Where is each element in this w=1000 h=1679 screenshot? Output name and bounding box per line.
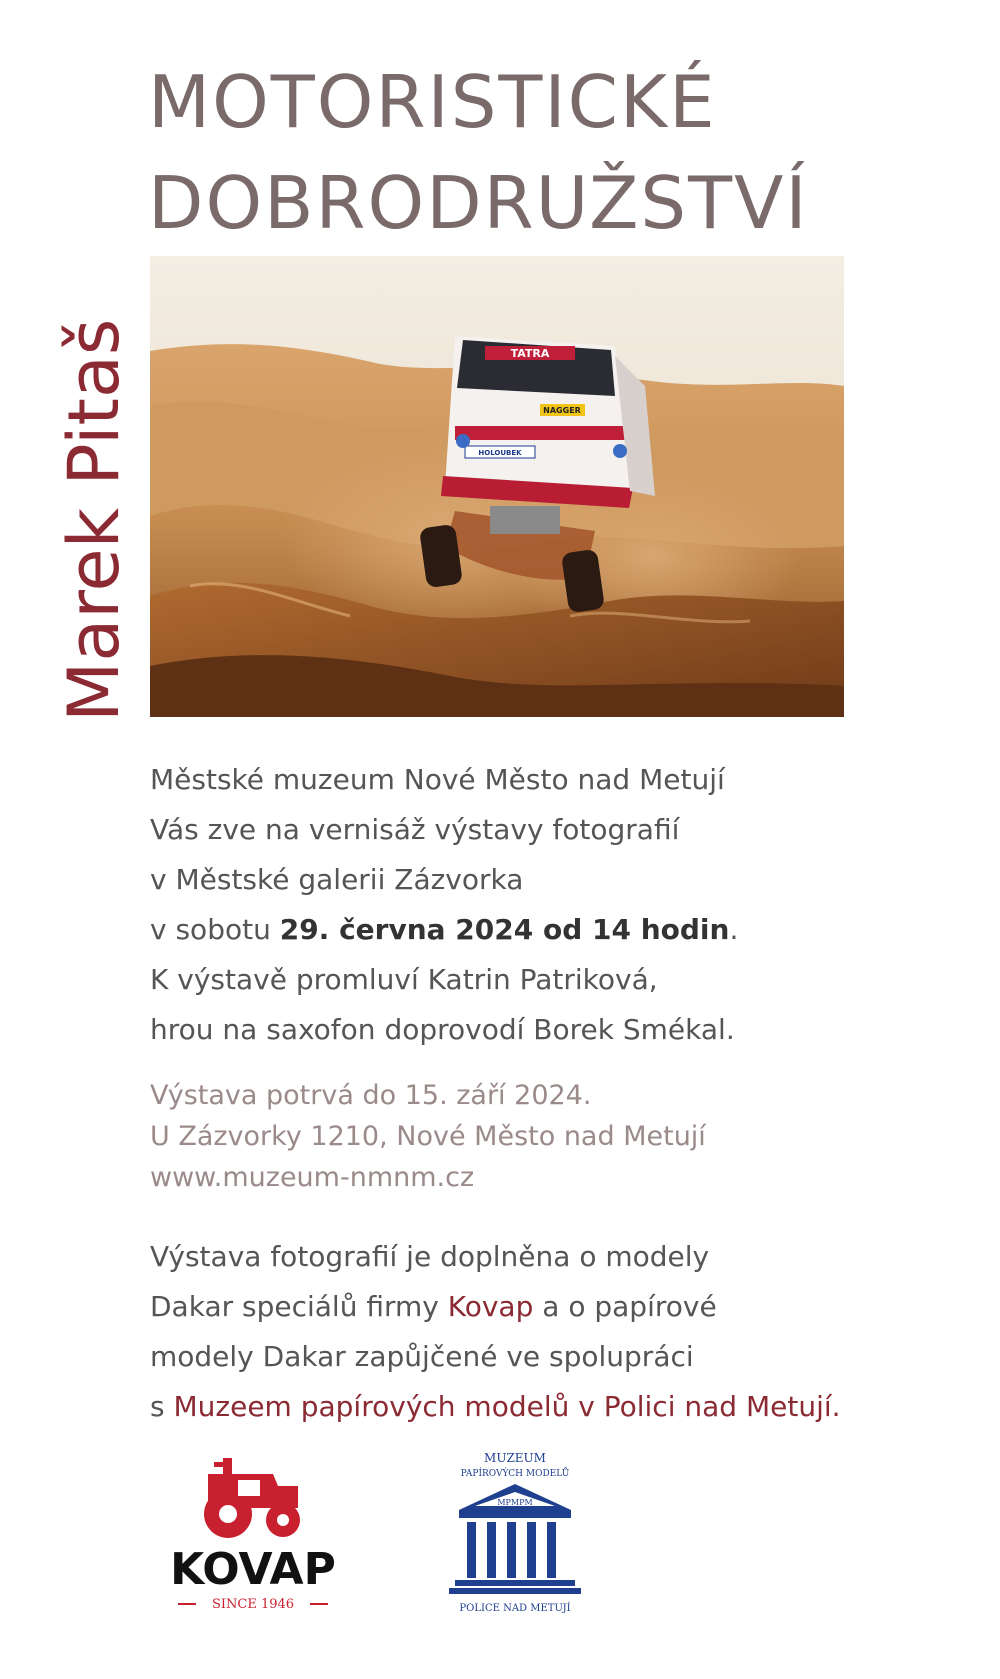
- title-line-1: MOTORISTICKÉ: [148, 60, 717, 144]
- line-prefix: Dakar speciálů firmy: [150, 1290, 448, 1323]
- museum-logo-title: MUZEUM: [484, 1451, 546, 1465]
- line-suffix: a o papírové: [533, 1290, 717, 1323]
- invitation-line: Městské muzeum Nové Město nad Metují: [150, 763, 725, 796]
- invitation-date-line: [150, 905, 738, 955]
- line-prefix: s: [150, 1390, 174, 1423]
- invitation-text: [150, 755, 738, 1055]
- supplementary-line: [150, 1282, 841, 1332]
- museum-logo-subtitle: PAPÍROVÝCH MODELŮ: [460, 1469, 570, 1479]
- truck-tag-label: NAGGER: [543, 406, 581, 415]
- paper-models-museum-link[interactable]: Muzeem papírových modelů v Polici nad Metují.: [173, 1390, 841, 1423]
- exhibition-duration: Výstava potrvá do 15. září 2024.: [150, 1080, 592, 1111]
- invitation-line: hrou na saxofon doprovodí Borek Smékal.: [150, 1013, 735, 1046]
- date-suffix: .: [729, 913, 739, 946]
- supplementary-line: [150, 1382, 841, 1432]
- museum-website[interactable]: www.muzeum-nmnm.cz: [150, 1162, 475, 1193]
- tractor-icon: [204, 1458, 300, 1538]
- exhibition-info: [150, 1075, 706, 1198]
- kovap-link[interactable]: Kovap: [447, 1290, 534, 1323]
- exhibition-address: U Zázvorky 1210, Nové Město nad Metují: [150, 1121, 706, 1152]
- title-line-2: DOBRODRUŽSTVÍ: [148, 161, 809, 245]
- kovap-wordmark: KOVAP: [170, 1544, 336, 1595]
- invitation-line: K výstavě promluví Katrin Patriková,: [150, 963, 658, 996]
- truck-brand-label: TATRA: [510, 347, 550, 360]
- supplementary-text: [150, 1232, 841, 1432]
- supplementary-line: Výstava fotografií je doplněna o modely: [150, 1240, 710, 1273]
- paper-models-museum-logo: [445, 1448, 585, 1616]
- invitation-line: Vás zve na vernisáž výstavy fotografií: [150, 813, 680, 846]
- truck-sponsor-label: HOLOUBEK: [478, 449, 522, 457]
- kovap-tagline: SINCE 1946: [211, 1597, 295, 1611]
- exhibition-title: [148, 52, 809, 254]
- author-name: Marek Pitaš: [53, 318, 135, 722]
- invitation-line: v Městské galerii Zázvorka: [150, 863, 524, 896]
- museum-monogram: MPMPM: [497, 1498, 533, 1507]
- date-prefix: v sobotu: [150, 913, 280, 946]
- opening-date: 29. června 2024 od 14 hodin: [279, 913, 730, 946]
- supplementary-line: modely Dakar zapůjčené ve spolupráci: [150, 1340, 694, 1373]
- dakar-truck-photo: [150, 256, 844, 717]
- museum-logo-location: POLICE NAD METUJÍ: [459, 1603, 571, 1614]
- kovap-logo: [148, 1456, 358, 1611]
